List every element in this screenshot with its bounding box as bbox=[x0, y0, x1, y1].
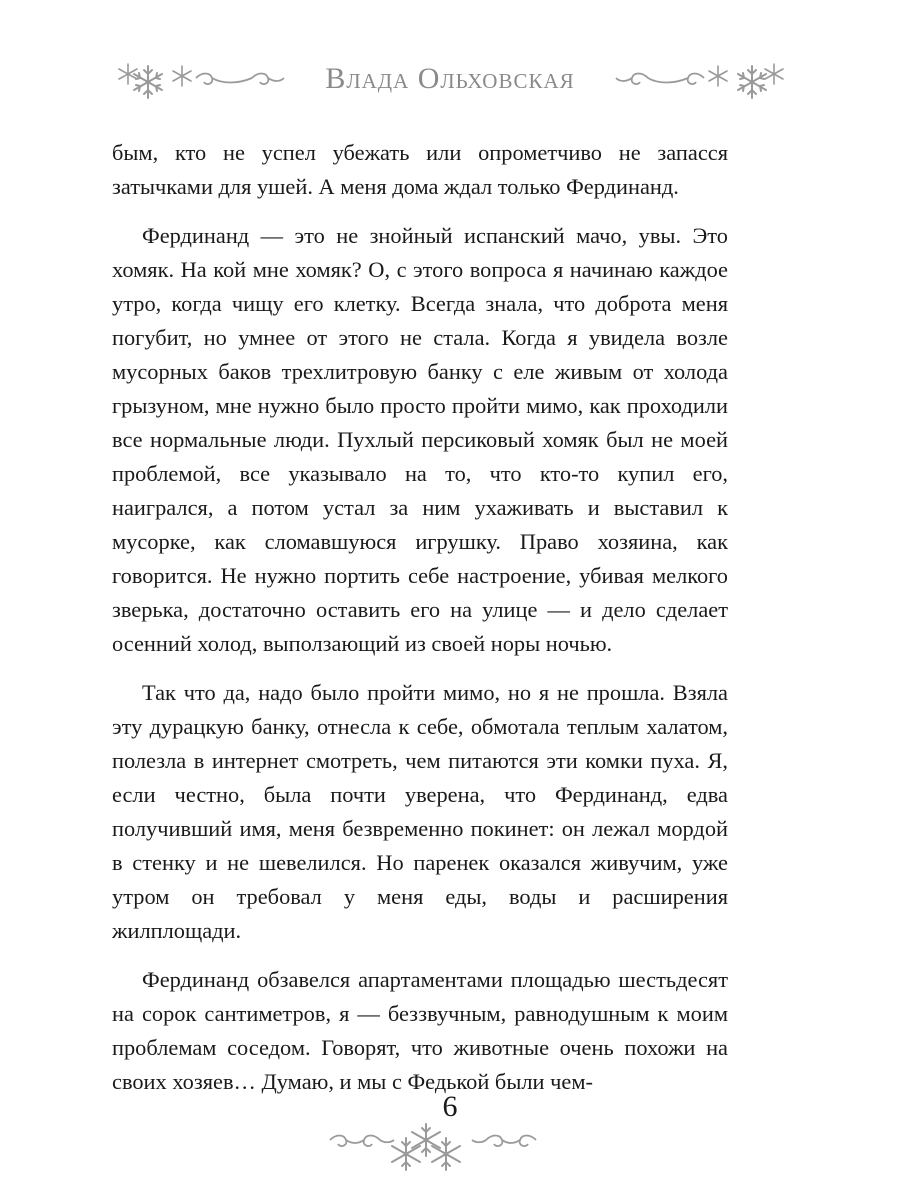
page-footer bbox=[0, 1090, 900, 1200]
paragraph-3: Так что да, надо было пройти мимо, но я не прошла. Взяла эту дурацкую банку, отнесла к себе, обмотала теплым халатом, полезла в интернет смотреть, чем питаются эти комки пуха. Я, если честно, была почти уверена, что Фердинанд, едва получивший имя, меня безвременно покинет: он лежал мордой в стенку и не шевелился. Но паренек оказался живучим, уже утром он требовал у меня еды, воды и расширения жилплощади. bbox=[112, 680, 728, 943]
footer-left-swirl-icon bbox=[330, 1136, 394, 1147]
paragraph-4: Фердинанд обзавелся апартаментами площадью шестьдесят на сорок сантиметров, я — беззвучным, равнодушным к моим проблемам соседом. Говорят, что животные очень похожи на своих хозяев… Думаю, и мы с Федькой были чем- bbox=[112, 967, 728, 1094]
page-number: 6 bbox=[442, 1090, 458, 1123]
book-text bbox=[112, 136, 728, 1114]
author-name: Влада Ольховская bbox=[325, 62, 575, 95]
footer-ornament bbox=[0, 1114, 900, 1184]
paragraph-2: Фердинанд — это не знойный испанский мачо, увы. Это хомяк. На кой мне хомяк? О, с этого вопроса я начинаю каждое утро, когда чищу его клетку. Всегда знала, что доброта меня погубит, но умнее от этого не стала. Когда я увидела возле мусорных баков трехлитровую банку с еле живым от холода грызуном, мне нужно было просто пройти мимо, как проходили все нормальные люди. Пухлый персиковый хомяк был не моей проблемой, все указывало на то, что кто-то купил его, наигрался, а потом устал за ним ухаживать и выставил к мусорке, как сломавшуюся игрушку. Право хозяина, как говорится. Не нужно портить себе настроение, убивая мелкого зверька, достаточно оставить его на улице — и дело сделает осенний холод, выползающий из своей норы ночью. bbox=[112, 223, 728, 656]
footer-snowflake-icon bbox=[392, 1124, 460, 1170]
paragraph-1: бым, кто не успел убежать или опрометчиво не запасся затычками для ушей. А меня дома ждал только Фердинанд. bbox=[112, 140, 728, 199]
footer-right-swirl-icon bbox=[472, 1136, 536, 1147]
running-header bbox=[0, 52, 900, 108]
